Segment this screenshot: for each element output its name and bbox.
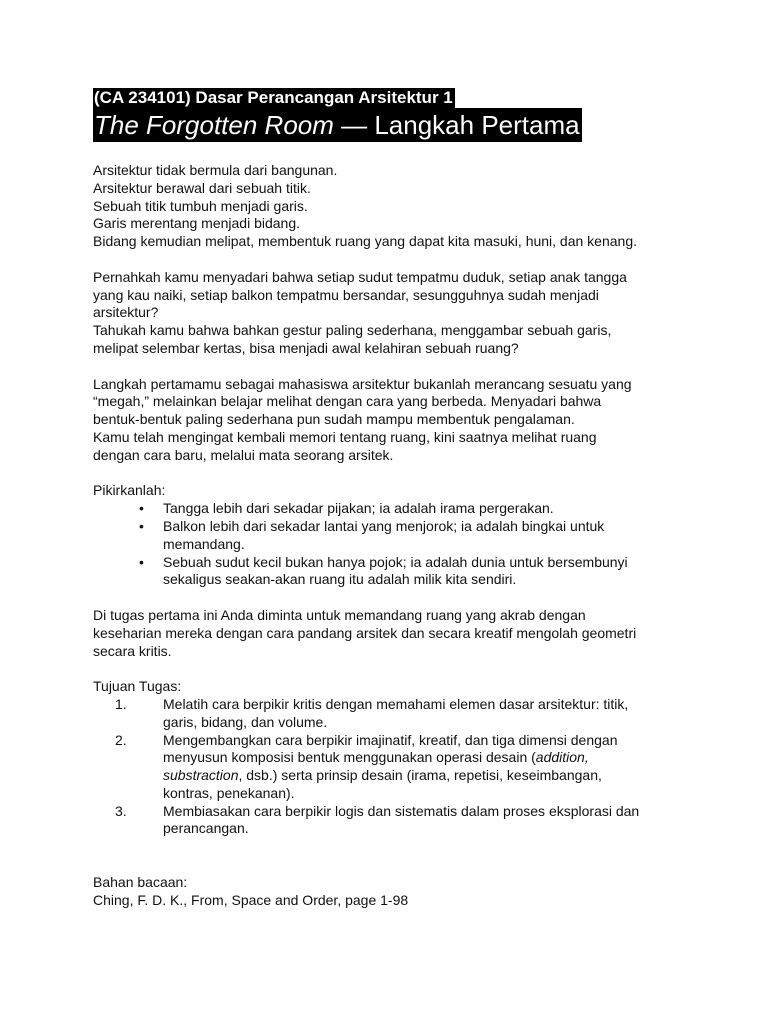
title-rest-part: — Langkah Pertama <box>333 110 580 140</box>
title-italic-part: The Forgotten Room <box>94 110 334 140</box>
goals-label: Tujuan Tugas: <box>93 678 182 695</box>
intro-line: Arsitektur berawal dari sebuah titik. <box>93 179 311 196</box>
intro-line: Garis merentang menjadi bidang. <box>93 215 301 232</box>
paragraph-line: dengan cara baru, melalui mata seorang arsitek. <box>93 446 394 463</box>
paragraph-line: secara kritis. <box>93 642 172 659</box>
paragraph-line: Tahukah kamu bahwa bahkan gestur paling sederhana, menggambar sebuah garis, <box>93 322 612 339</box>
paragraph-line: “megah,” melainkan belajar melihat dengan cara yang berbeda. Menyadari bahwa <box>93 393 602 410</box>
paragraph-line: bentuk-bentuk paling sederhana pun sudah mampu membentuk pengalaman. <box>93 411 575 428</box>
paragraph-line: Di tugas pertama ini Anda diminta untuk memandang ruang yang akrab dengan <box>93 606 586 623</box>
bullet-marker: • <box>139 500 144 517</box>
list-item: 2. Mengembangkan cara berpikir imajinatif, kreatif, dan tiga dimensi dengan menyusun komposisi bentuk menggunakan operasi desain (addition, substraction, dsb.) serta prinsip desain (irama, repetisi, keseimbangan, kontras, penekanan). <box>115 731 618 801</box>
document-page <box>93 88 693 909</box>
paragraph-line: Langkah pertamamu sebagai mahasiswa arsitektur bukanlah merancang sesuatu yang <box>93 375 632 392</box>
list-number: 2. <box>115 731 127 748</box>
list-item: 3. Membiasakan cara berpikir logis dan sistematis dalam proses eksplorasi dan perancangan. <box>115 802 640 837</box>
document-title <box>93 108 582 142</box>
bullet-marker: • <box>139 553 144 570</box>
list-number: 3. <box>115 802 127 819</box>
intro-line: Bidang kemudian melipat, membentuk ruang yang dapat kita masuki, huni, dan kenang. <box>93 233 638 250</box>
goals-numbered-list <box>93 696 693 838</box>
list-item: • Balkon lebih dari sekadar lantai yang menjorok; ia adalah bingkai untuk memandang. <box>139 517 605 552</box>
paragraph-line: Kamu telah mengingat kembali memori tentang ruang, kini saatnya melihat ruang <box>93 428 597 445</box>
course-code-heading: (CA 234101) Dasar Perancangan Arsitektur 1 <box>94 88 453 107</box>
reading-reference: Ching, F. D. K., From, Space and Order, page 1-98 <box>93 891 409 908</box>
paragraph-line: melipat selembar kertas, bisa menjadi awal kelahiran sebuah ruang? <box>93 339 519 356</box>
intro-line: Sebuah titik tumbuh menjadi garis. <box>93 197 308 214</box>
paragraph-line: keseharian mereka dengan cara pandang arsitek dan secara kreatif mengolah geometri <box>93 624 637 641</box>
document-body <box>93 162 693 909</box>
intro-line: Arsitektur tidak bermula dari bangunan. <box>93 162 338 178</box>
reading-label: Bahan bacaan: <box>93 873 188 890</box>
list-item: • Sebuah sudut kecil bukan hanya pojok; ia adalah dunia untuk bersembunyi sekaligus seakan-akan ruang itu adalah milik kita sendiri. <box>139 553 628 588</box>
think-label: Pikirkanlah: <box>93 482 166 499</box>
list-number: 1. <box>115 695 127 712</box>
bullet-marker: • <box>139 517 144 534</box>
paragraph-line: arsitektur? <box>93 304 159 321</box>
list-item: 1. Melatih cara berpikir kritis dengan memahami elemen dasar arsitektur: titik, garis, bidang, dan volume. <box>115 695 629 730</box>
paragraph-line: Pernahkah kamu menyadari bahwa setiap sudut tempatmu duduk, setiap anak tangga <box>93 268 627 285</box>
paragraph-line: yang kau naiki, setiap balkon tempatmu bersandar, sesungguhnya sudah menjadi <box>93 286 599 303</box>
list-item: • Tangga lebih dari sekadar pijakan; ia adalah irama pergerakan. <box>139 500 554 517</box>
think-bullet-list <box>93 500 693 589</box>
